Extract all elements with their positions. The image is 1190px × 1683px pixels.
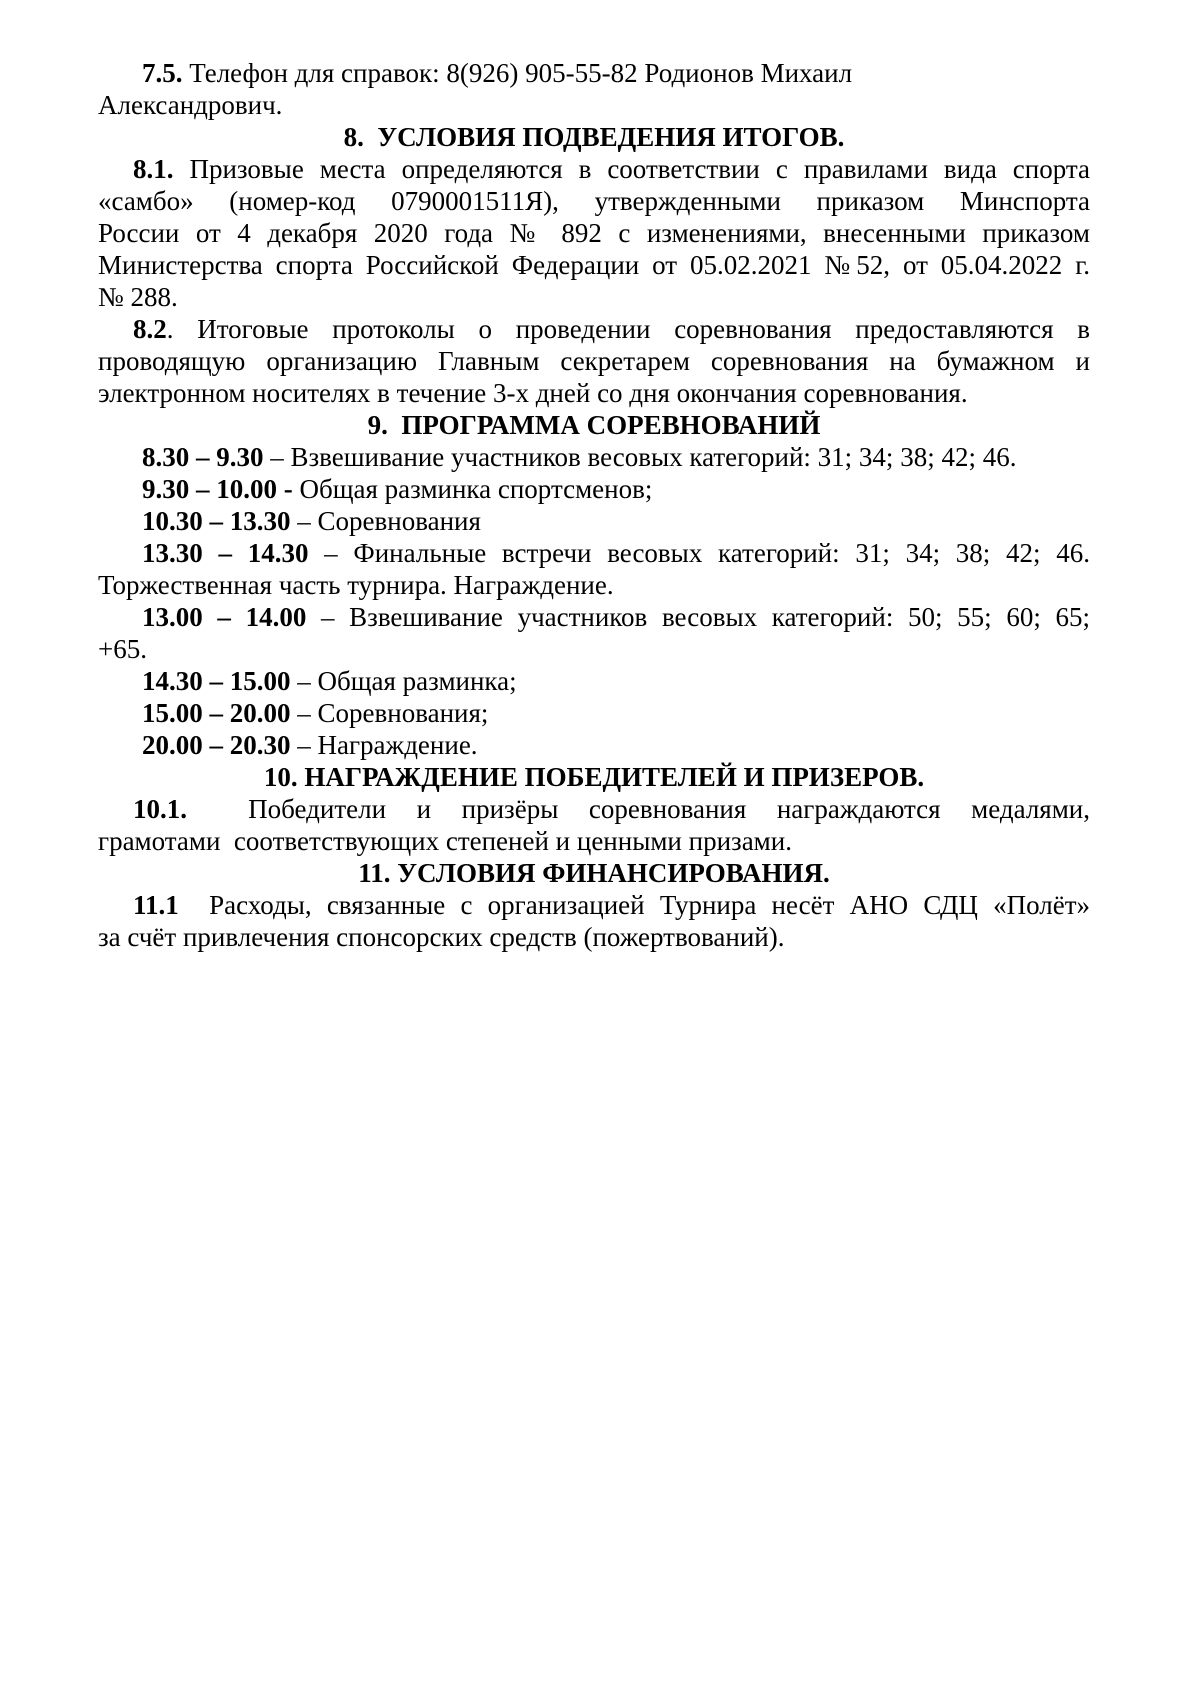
section-heading-9: 9. ПРОГРАММА СОРЕВНОВАНИЙ [367,410,821,440]
schedule-item [98,601,1090,665]
text-segment: за счёт привлечения спонсорских средств (пожертвований). [98,922,785,952]
text-segment: Александрович. [98,90,283,120]
text-segment: – Соревнования [290,506,481,536]
text-segment: проводящую организацию Главным секретарем соревнования на бумажном и [98,346,1090,376]
text-segment: +65. [98,634,147,664]
text-line [98,633,1090,665]
schedule-item [98,441,1090,473]
time-range: 20.00 – 20.30 [142,730,291,760]
text-line [98,537,1090,569]
text-line [98,281,1090,313]
text-segment: грамотами соответствующих степеней и ценными призами. [98,826,792,856]
section-heading-11: 11. УСЛОВИЯ ФИНАНСИРОВАНИЯ. [358,858,830,888]
text-line [98,825,1090,857]
item-number: 8.2 [133,314,167,344]
paragraph-8-1 [98,153,1090,313]
paragraph-8-2 [98,313,1090,409]
text-segment: – Общая разминка; [290,666,517,696]
text-segment: электронном носителях в течение 3-х дней со дня окончания соревнования. [98,378,968,408]
text-segment: . Итоговые протоколы о проведении соревнования предоставляются в [166,314,1090,344]
schedule-item [98,505,1090,537]
text-line [98,217,1090,249]
text-segment: Победители и призёры соревнования награждаются медалями, [187,794,1090,824]
time-range: 8.30 – 9.30 [142,442,264,472]
time-range: 9.30 – 10.00 - [142,474,293,504]
text-line [98,345,1090,377]
text-line [98,377,1090,409]
text-line [98,57,1090,89]
item-number: 10.1. [133,794,187,824]
text-line [98,921,1090,953]
time-range: 10.30 – 13.30 [142,506,291,536]
paragraph-11-1 [98,889,1090,953]
section-heading-10: 10. НАГРАЖДЕНИЕ ПОБЕДИТЕЛЕЙ И ПРИЗЕРОВ. [263,762,925,792]
time-range: 13.30 – 14.30 [142,538,309,568]
schedule-item [98,537,1090,601]
text-line [98,601,1090,633]
text-segment: – Взвешивание участников весовых категорий: 31; 34; 38; 42; 46. [263,442,1017,472]
paragraph-10-1 [98,793,1090,857]
text-line [98,665,1090,697]
item-number: 8.1. [133,154,174,184]
schedule-list [98,441,1090,761]
text-line [98,249,1090,281]
text-line [98,793,1090,825]
time-range: 13.00 – 14.00 [142,602,307,632]
text-line [98,729,1090,761]
text-segment: – Финальные встречи весовых категорий: 31; 34; 38; 42; 46. [308,538,1091,568]
text-line [98,889,1090,921]
schedule-item [98,729,1090,761]
text-line [98,697,1090,729]
text-segment: Телефон для справок: 8(926) 905-55-82 Родионов Михаил [182,58,853,88]
text-line [98,441,1090,473]
text-line [98,153,1090,185]
text-segment: № 288. [98,282,178,312]
text-line [98,185,1090,217]
schedule-item [98,473,1090,505]
text-segment: – Взвешивание участников весовых категорий: 50; 55; 60; 65; [306,602,1090,632]
time-range: 14.30 – 15.00 [142,666,291,696]
text-segment: – Соревнования; [290,698,489,728]
section-heading-8: 8. УСЛОВИЯ ПОДВЕДЕНИЯ ИТОГОВ. [343,122,845,152]
text-line [98,473,1090,505]
text-segment: – Награждение. [290,730,478,760]
text-segment: Расходы, связанные с организацией Турнира несёт АНО СДЦ «Полёт» [178,890,1090,920]
text-segment: «самбо» (номер-код 0790001511Я), утвержденными приказом Минспорта [98,186,1090,216]
text-line [98,569,1090,601]
text-line [98,89,1090,121]
text-segment: Общая разминка спортсменов; [292,474,653,504]
schedule-item [98,697,1090,729]
text-segment: Призовые места определяются в соответствии с правилами вида спорта [173,154,1090,184]
item-number: 7.5. [142,58,183,88]
text-segment: Торжественная часть турнира. Награждение. [98,570,614,600]
time-range: 15.00 – 20.00 [142,698,291,728]
schedule-item [98,665,1090,697]
text-segment: Министерства спорта Российской Федерации от 05.02.2021 №52, от 05.04.2022 г. [98,250,1090,280]
text-line [98,505,1090,537]
text-segment: России от 4 декабря 2020 года № 892 с изменениями, внесенными приказом [98,218,1090,248]
text-line [98,313,1090,345]
paragraph-7-5 [98,57,1090,121]
item-number: 11.1 [133,890,179,920]
